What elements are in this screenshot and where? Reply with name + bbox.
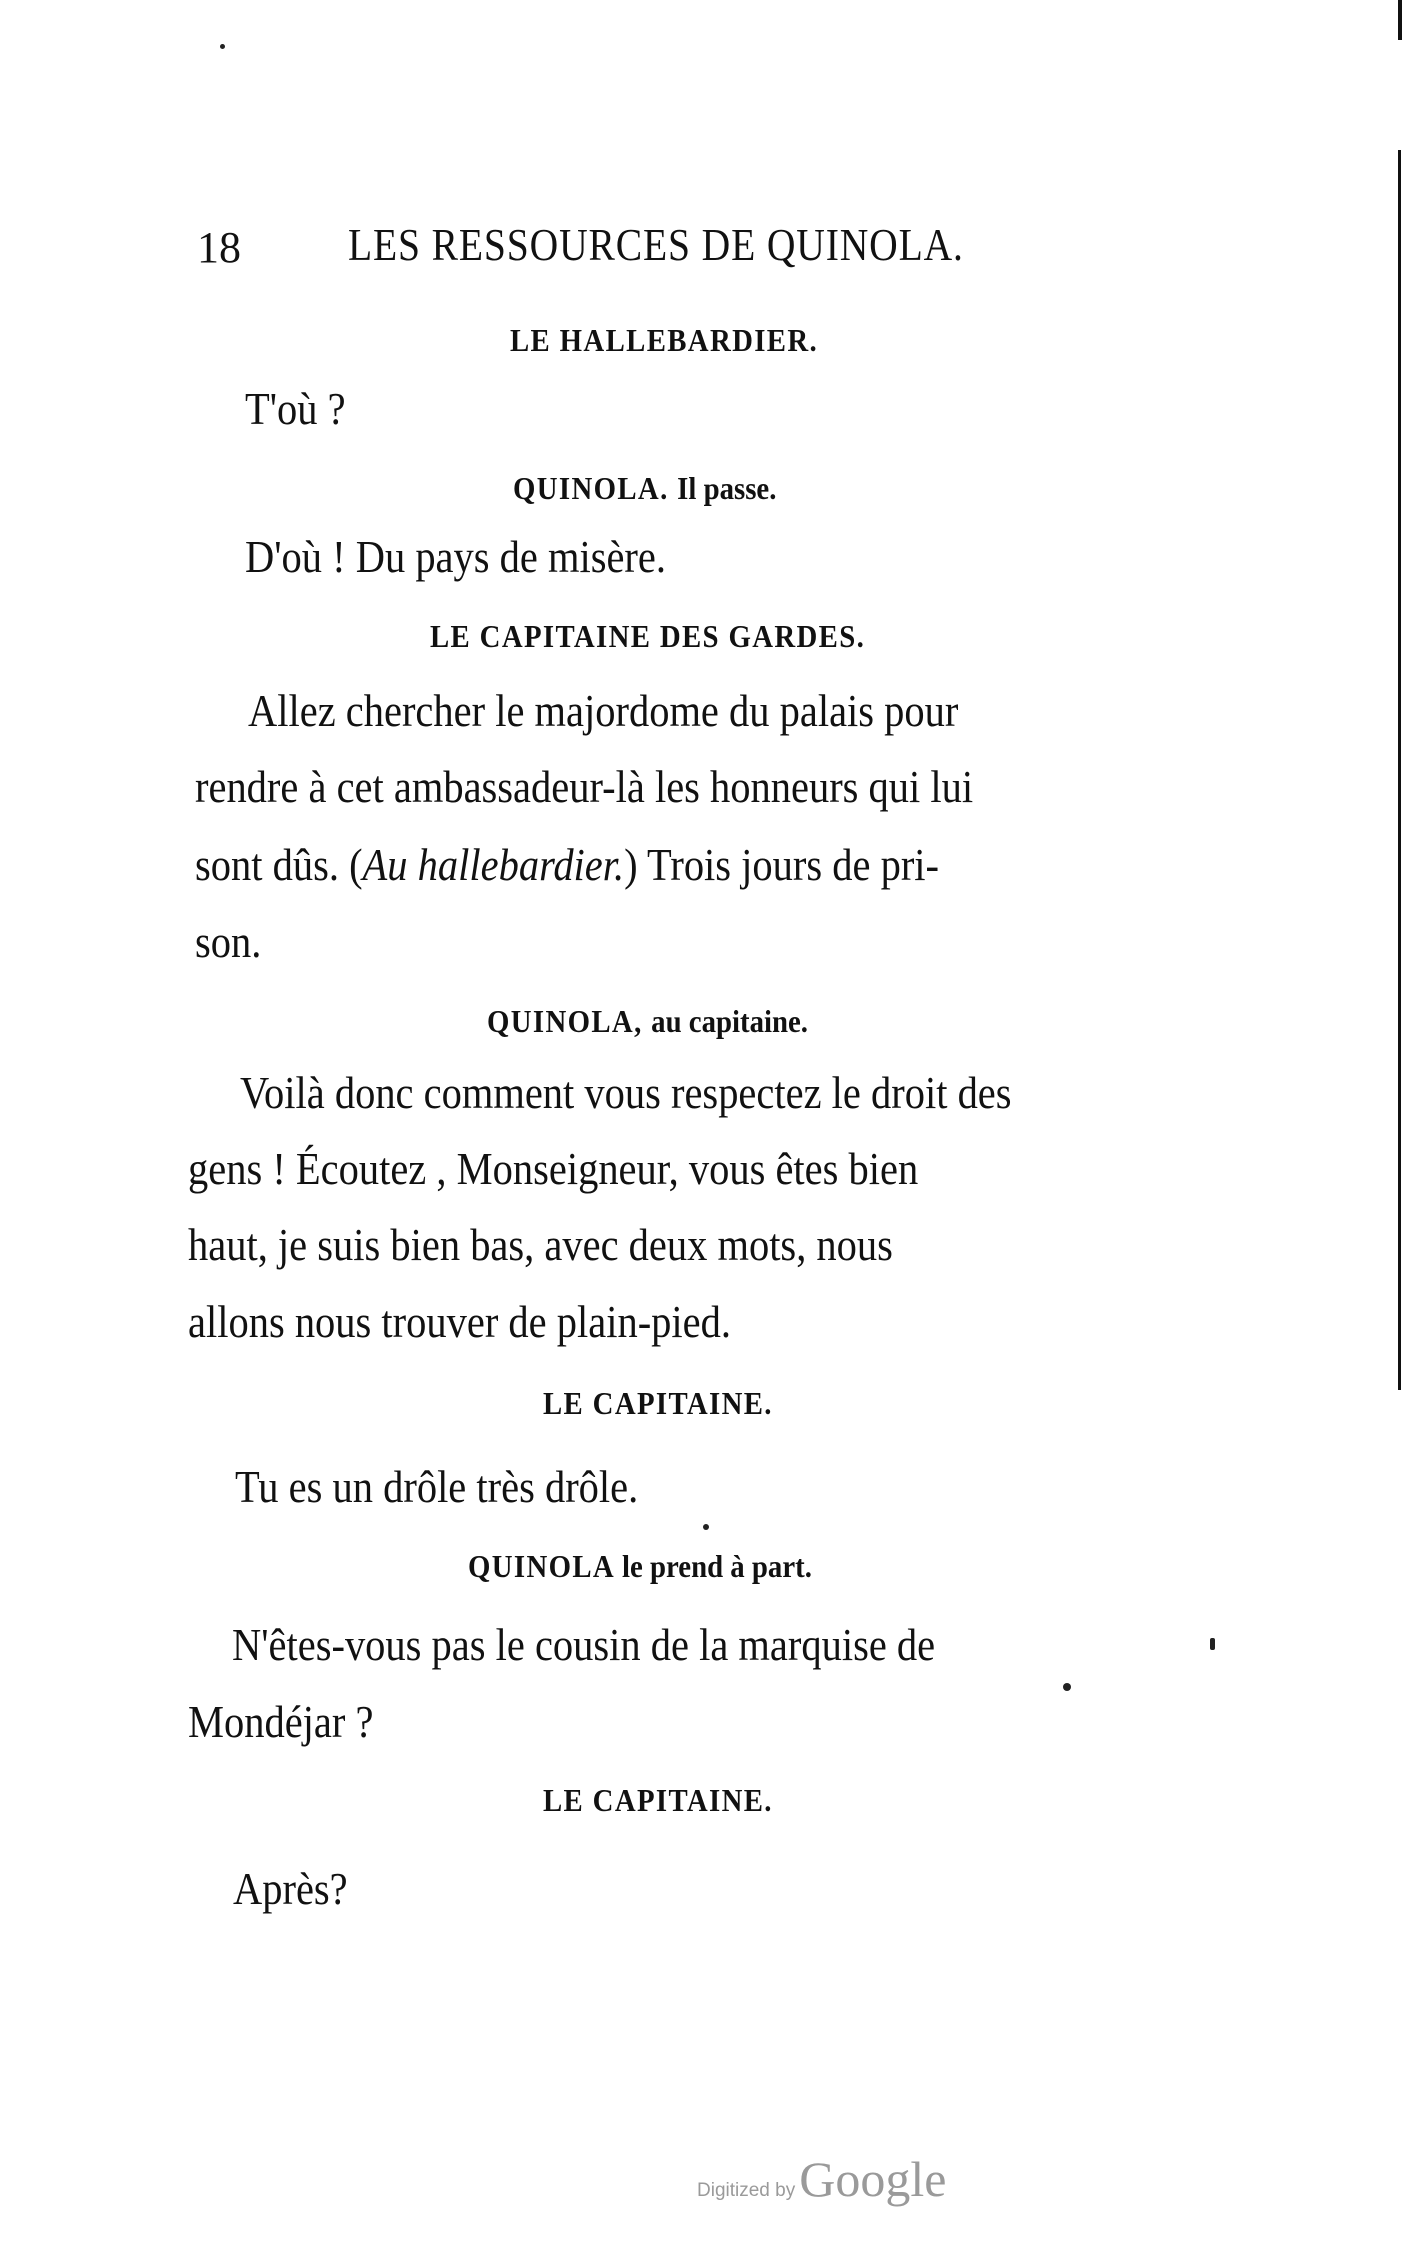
dialogue-line: N'êtes-vous pas le cousin de la marquise de (232, 1619, 936, 1670)
dialogue-line: gens ! Écoutez , Monseigneur, vous êtes bien (188, 1143, 919, 1194)
line-text: ) Trois jours de pri- (624, 839, 940, 890)
digitized-watermark (697, 2150, 946, 2208)
dialogue-line: T'où ? (245, 383, 346, 434)
dialogue-line: Allez chercher le majordome du palais pour (248, 685, 959, 736)
dialogue-line: Tu es un drôle très drôle. (235, 1461, 639, 1512)
page-number: 18 (197, 223, 241, 272)
speaker-name: QUINOLA (468, 1548, 614, 1584)
speaker-name: QUINOLA. (513, 470, 669, 506)
scan-edge-line (1398, 150, 1401, 1390)
scan-speck (1210, 1638, 1215, 1650)
scan-speck (220, 44, 225, 49)
stage-direction: Au hallebardier. (362, 839, 625, 890)
dialogue-line: Voilà donc comment vous respectez le droit des (240, 1067, 1012, 1118)
line-text: sont dûs. ( (195, 839, 363, 890)
google-logo: Google (799, 2151, 947, 2207)
speaker-heading: LE CAPITAINE. (543, 1385, 773, 1421)
speaker-heading (468, 1548, 812, 1585)
stage-direction: le prend à part. (622, 1548, 812, 1584)
dialogue-line: Mondéjar ? (188, 1696, 374, 1747)
dialogue-line: D'où ! Du pays de misère. (245, 531, 666, 582)
speaker-heading (487, 1003, 808, 1040)
scan-speck (703, 1524, 709, 1530)
running-title: LES RESSOURCES DE QUINOLA. (348, 219, 964, 270)
scan-edge-mark (1398, 0, 1402, 40)
speaker-heading: LE CAPITAINE DES GARDES. (430, 618, 866, 654)
dialogue-line: rendre à cet ambassadeur-là les honneurs qui lui (195, 761, 974, 812)
dialogue-line (195, 838, 939, 891)
watermark-prefix: Digitized by (697, 2180, 796, 2201)
speaker-heading (513, 470, 776, 507)
speaker-name: QUINOLA, (487, 1003, 643, 1039)
stage-direction: Il passe. (677, 470, 777, 506)
speaker-heading: LE HALLEBARDIER. (510, 322, 819, 358)
dialogue-line: Après? (233, 1863, 348, 1914)
scan-speck (1063, 1683, 1071, 1691)
stage-direction: au capitaine. (651, 1003, 808, 1039)
dialogue-line: haut, je suis bien bas, avec deux mots, nous (188, 1219, 893, 1270)
speaker-heading: LE CAPITAINE. (543, 1782, 773, 1818)
dialogue-line: son. (195, 916, 262, 967)
dialogue-line: allons nous trouver de plain-pied. (188, 1296, 731, 1347)
